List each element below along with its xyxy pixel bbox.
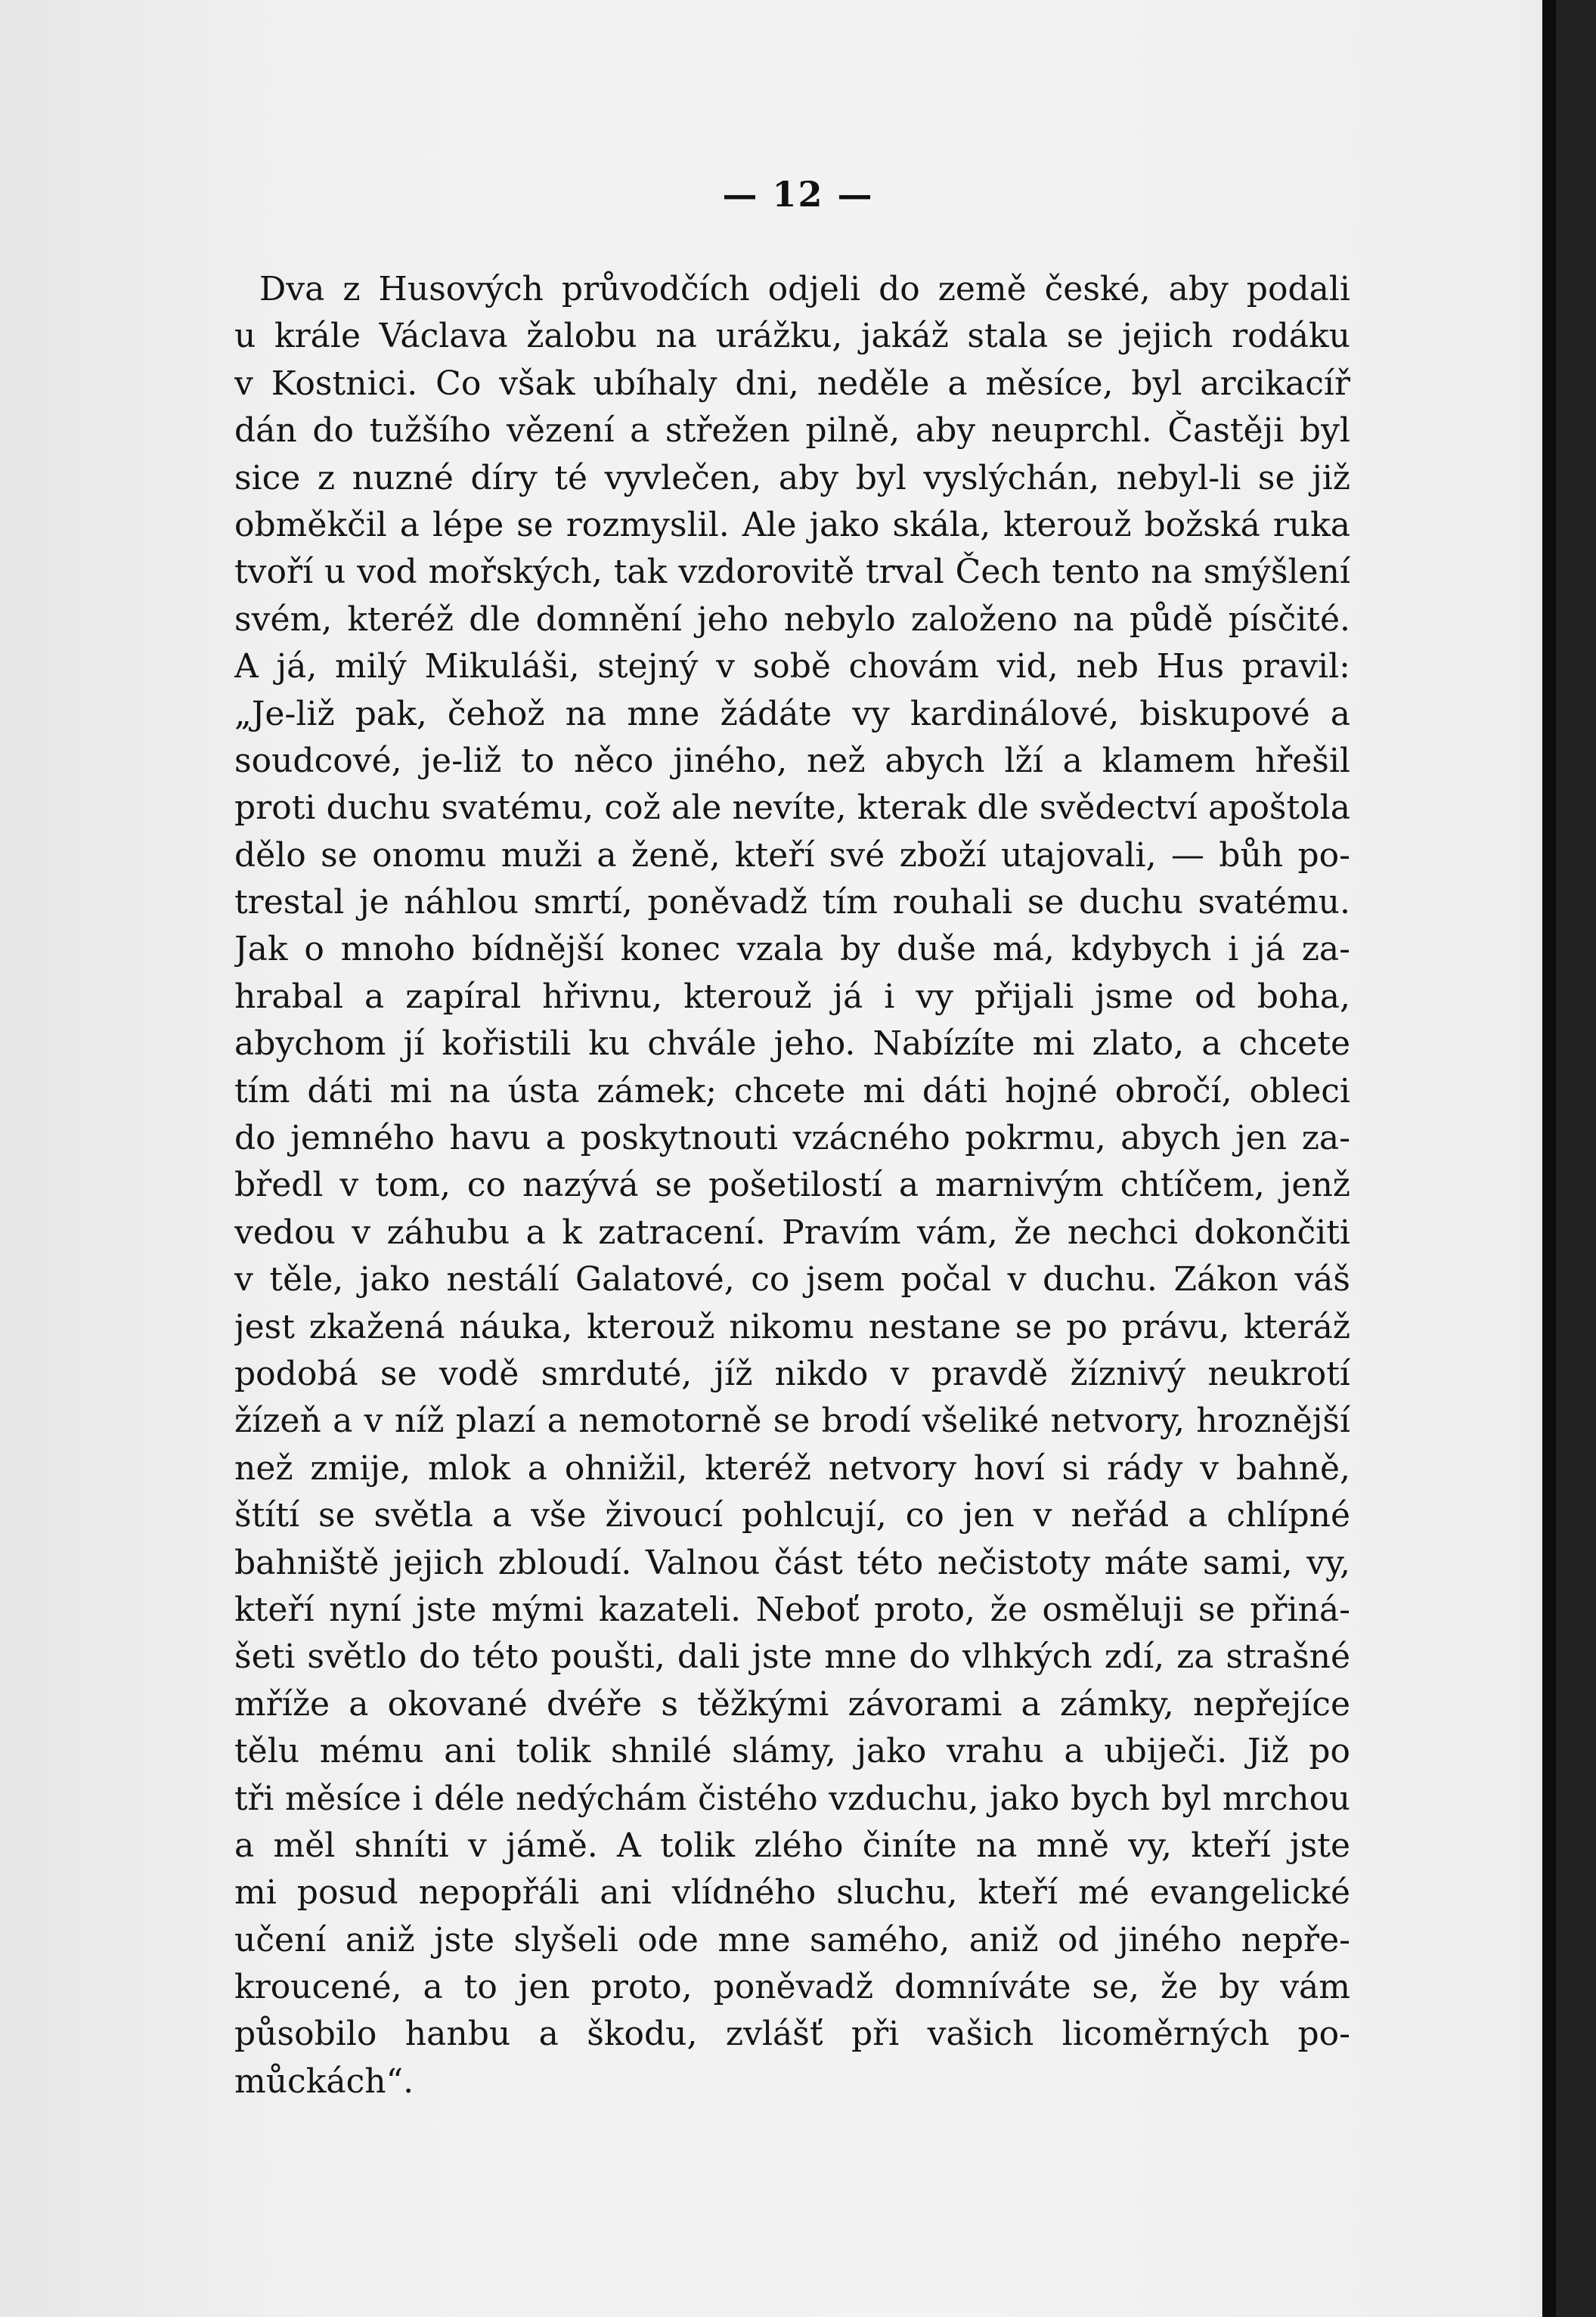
text-line: tělu mému ani tolik shnilé slámy, jako vrahu a ubiječi. Již po bbox=[234, 1732, 1350, 1771]
text-line: do jemného havu a poskytnouti vzácného pokrmu, abych jen za- bbox=[234, 1119, 1350, 1158]
text-line: podobá se vodě smrduté, jíž nikdo v pravdě žíznivý neukrotí bbox=[234, 1354, 1350, 1393]
text-line: trestal je náhlou smrtí, poněvadž tím rouhali se duchu svatému. bbox=[234, 883, 1350, 922]
text-line: „Je-liž pak, čehož na mne žádáte vy kardinálové, biskupové a bbox=[234, 694, 1350, 733]
text-line: vedou v záhubu a k zatracení. Pravím vám, že nechci dokončiti bbox=[234, 1213, 1350, 1252]
text-line: v Kostnici. Co však ubíhaly dni, neděle a měsíce, byl arcikacíř bbox=[234, 364, 1350, 403]
text-line: šeti světlo do této poušti, dali jste mne do vlhkých zdí, za strašné bbox=[234, 1637, 1350, 1677]
text-line: žízeň a v níž plazí a nemotorně se brodí všeliké netvory, hroznější bbox=[234, 1402, 1350, 1441]
text-line: u krále Václava žalobu na urážku, jakáž stala se jejich rodáku bbox=[234, 317, 1350, 356]
text-line: dán do tužšího vězení a střežen pilně, aby neuprchl. Častěji byl bbox=[234, 411, 1350, 451]
text-line: můckách“. bbox=[234, 2061, 414, 2101]
text-line: abychom jí kořistili ku chvále jeho. Nabízíte mi zlato, a chcete bbox=[234, 1024, 1350, 1064]
text-line: hrabal a zapíral hřivnu, kterouž já i vy přijali jsme od boha, bbox=[234, 977, 1350, 1016]
text-line: působilo hanbu a škodu, zvlášť při vašich licoměrných po- bbox=[234, 2015, 1350, 2054]
text-line: učení aniž jste slyšeli ode mne samého, aniž od jiného nepře- bbox=[234, 1920, 1350, 1959]
page-number: — 12 — bbox=[722, 174, 874, 215]
text-line: dělo se onomu muži a ženě, kteří své zboží utajovali, — bůh po- bbox=[234, 835, 1350, 875]
text-line: mi posud nepopřáli ani vlídného sluchu, kteří mé evangelické bbox=[234, 1873, 1350, 1913]
text-line: svém, kteréž dle domnění jeho nebylo založeno na půdě písčité. bbox=[234, 599, 1350, 639]
text-line: kroucené, a to jen proto, poněvadž domníváte se, že by vám bbox=[234, 1968, 1350, 2007]
text-line: tři měsíce i déle nedýchám čistého vzduchu, jako bych byl mrchou bbox=[234, 1780, 1350, 1818]
text-line: štítí se světla a vše živoucí pohlcují, co jen v neřád a chlípné bbox=[234, 1496, 1350, 1535]
text-line: Jak o mnoho bídnější konec vzala by duše má, kdybych i já za- bbox=[234, 930, 1350, 969]
text-line: než zmije, mlok a ohnižil, kteréž netvory hoví si rády v bahně, bbox=[234, 1448, 1350, 1488]
text-line: obměkčil a lépe se rozmyslil. Ale jako skála, kterouž božská ruka bbox=[234, 505, 1350, 544]
scan-edge-bar bbox=[1542, 0, 1556, 2317]
text-line: v těle, jako nestálí Galatové, co jsem počal v duchu. Zákon váš bbox=[234, 1260, 1350, 1299]
text-line: mříže a okované dvéře s těžkými závorami a zámky, nepřejíce bbox=[234, 1684, 1350, 1724]
text-line: Dva z Husových průvodčích odjeli do země české, aby podali bbox=[259, 270, 1350, 308]
text-line: tvoří u vod mořských, tak vzdorovitě trval Čech tento na smýšlení bbox=[234, 553, 1350, 592]
text-line: sice z nuzné díry té vyvlečen, aby byl vyslýchán, nebyl-li se již bbox=[234, 458, 1350, 497]
scan-edge-dark bbox=[1556, 0, 1596, 2317]
text-line: bahniště jejich zbloudí. Valnou část této nečistoty máte sami, vy, bbox=[234, 1543, 1350, 1582]
text-line: proti duchu svatému, což ale nevíte, kterak dle svědectví apoštola bbox=[234, 788, 1350, 828]
text-line: A já, milý Mikuláši, stejný v sobě chovám vid, neb Hus pravil: bbox=[234, 647, 1350, 686]
text-line: soudcové, je-liž to něco jiného, než abych lží a klamem hřešil bbox=[234, 741, 1350, 780]
body-text bbox=[234, 266, 1350, 2105]
text-line: břed‌l v tom, co nazývá se pošetilostí a marnivým chtíčem, jenž bbox=[234, 1166, 1350, 1205]
text-line: kteří nyní jste mými kazateli. Neboť proto, že osměluji se přiná- bbox=[234, 1590, 1350, 1629]
text-line: jest zkažená náuka, kterouž nikomu nestane se po právu, kteráž bbox=[234, 1307, 1350, 1346]
text-line: a měl shníti v jámě. A tolik zlého činíte na mně vy, kteří jste bbox=[234, 1826, 1350, 1865]
text-line: tím dáti mi na ústa zámek; chcete mi dáti hojné obročí, obleci bbox=[234, 1071, 1350, 1110]
